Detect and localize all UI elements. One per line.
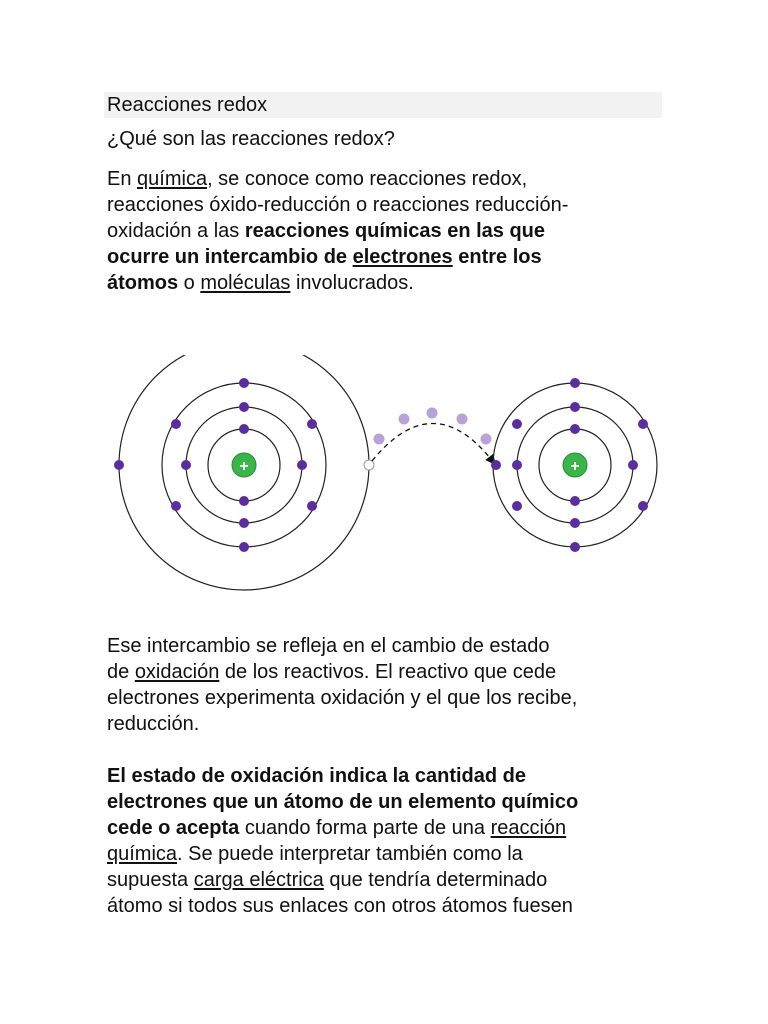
received-electron <box>491 460 501 470</box>
electron-transfer <box>372 408 494 464</box>
electron <box>297 460 307 470</box>
redox-electron-transfer-diagram <box>100 355 680 605</box>
electron <box>512 501 522 511</box>
electron <box>171 419 181 429</box>
electron <box>570 402 580 412</box>
exchange-paragraph <box>107 633 667 737</box>
left-nucleus-plus: + <box>239 458 249 475</box>
electron <box>307 419 317 429</box>
p2-line-2 <box>107 659 667 685</box>
link-moleculas[interactable]: moléculas <box>200 272 291 294</box>
section-question: ¿Qué son las reacciones redox? <box>107 128 395 150</box>
text-run: oxidación a las <box>107 220 245 242</box>
electron <box>239 402 249 412</box>
electron <box>171 501 181 511</box>
text-run: de <box>107 661 135 683</box>
electron <box>638 501 648 511</box>
intro-line-4 <box>107 244 667 270</box>
link-electrones[interactable]: electrones <box>352 246 453 268</box>
electron <box>239 518 249 528</box>
link-oxidacion[interactable]: oxidación <box>134 661 220 683</box>
bold-text: cede o acepta <box>107 817 240 839</box>
text-run: En <box>107 168 138 190</box>
intro-line-5 <box>107 270 667 296</box>
intro-line-3 <box>107 218 667 244</box>
electron <box>570 496 580 506</box>
p2-line-3: electrones experimenta oxidación y el que los recibe, <box>107 687 578 709</box>
bold-text: átomos <box>107 272 179 294</box>
bold-text: entre los <box>452 246 542 268</box>
electron <box>239 496 249 506</box>
transfer-arrow <box>372 423 494 463</box>
p3-line-5 <box>107 867 667 893</box>
moving-electron <box>457 414 468 425</box>
text-run: supuesta <box>107 869 194 891</box>
electron <box>628 460 638 470</box>
link-quimica[interactable]: química <box>137 168 208 190</box>
link-carga-electrica[interactable]: carga eléctrica <box>193 869 324 891</box>
moving-electron <box>374 434 385 445</box>
moving-electron <box>399 414 410 425</box>
electron <box>181 460 191 470</box>
intro-line-2: reacciones óxido-reducción o reacciones reducción- <box>107 194 569 216</box>
text-run: , se conoce como reacciones redox, <box>207 168 528 190</box>
electron <box>570 542 580 552</box>
electron <box>307 501 317 511</box>
page-title: Reacciones redox <box>107 94 268 116</box>
text-run: de los reactivos. El reactivo que cede <box>219 661 557 683</box>
link-reaccion-quimica-cont[interactable]: química <box>107 843 178 865</box>
intro-paragraph <box>107 166 667 296</box>
intro-line-1 <box>107 166 667 192</box>
electron <box>512 419 522 429</box>
electron <box>239 542 249 552</box>
electron <box>638 419 648 429</box>
text-run: cuando forma parte de una <box>239 817 491 839</box>
p3-line-1: El estado de oxidación indica la cantidad de <box>107 765 526 787</box>
p3-line-4 <box>107 841 667 867</box>
electron <box>239 424 249 434</box>
right-nucleus-plus: + <box>570 458 580 475</box>
text-run: que tendría determinado <box>323 869 548 891</box>
electron <box>114 460 124 470</box>
electron <box>570 424 580 434</box>
p2-line-1: Ese intercambio se refleja en el cambio de estado <box>107 635 550 657</box>
p2-line-4: reducción. <box>107 713 200 735</box>
p3-line-2: electrones que un átomo de un elemento químico <box>107 791 579 813</box>
electron <box>570 518 580 528</box>
vacant-electron-slot <box>364 460 374 470</box>
electron <box>239 378 249 388</box>
bold-text: ocurre un intercambio de <box>107 246 353 268</box>
text-run: . Se puede interpretar también como la <box>177 843 523 865</box>
oxidation-state-paragraph <box>107 763 667 919</box>
text-run: o <box>178 272 201 294</box>
moving-electron <box>427 408 438 419</box>
p3-line-3 <box>107 815 667 841</box>
bold-text: reacciones químicas en las que <box>244 220 546 242</box>
left-atom <box>114 355 374 590</box>
right-atom <box>491 378 657 552</box>
electron <box>570 378 580 388</box>
moving-electron <box>481 434 492 445</box>
p3-line-6: átomo si todos sus enlaces con otros átomos fuesen <box>107 895 573 917</box>
link-reaccion-quimica[interactable]: reacción <box>490 817 567 839</box>
text-run: involucrados. <box>290 272 414 294</box>
electron <box>512 460 522 470</box>
